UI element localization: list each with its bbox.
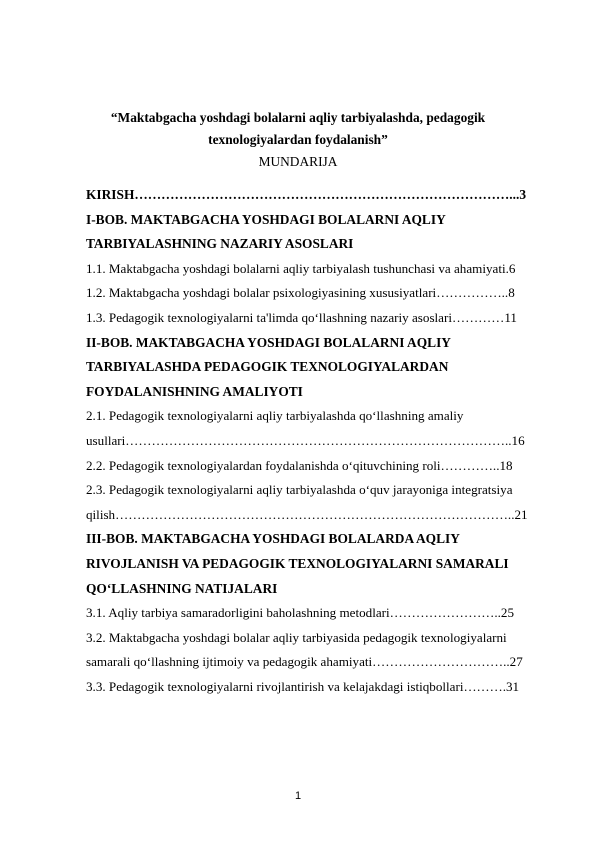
toc-chapter-1-heading-cont: TARBIYALASHNING NAZARIY ASOSLARI — [86, 236, 354, 252]
toc-entry-1-2: 1.2. Maktabgacha yoshdagi bolalar psixologiyasining xususiyatlari……………..8 — [86, 285, 515, 301]
toc-chapter-3-heading-cont: RIVOJLANISH VA PEDAGOGIK TEXNOLOGIYALARNI SAMARALI — [86, 555, 509, 571]
toc-chapter-2-heading-cont-2: FOYDALANISHNING AMALIYOTI — [86, 383, 303, 399]
toc-entry-3-2: 3.2. Maktabgacha yoshdagi bolalar aqliy tarbiyasida pedagogik texnologiyalarni — [86, 629, 507, 645]
toc-chapter-1-heading: I-BOB. MAKTABGACHA YOSHDAGI BOLALARNI AQLIY — [86, 211, 446, 227]
page-number: 1 — [294, 790, 302, 802]
table-of-contents — [86, 183, 546, 699]
toc-entry-2-3: 2.3. Pedagogik texnologiyalarni aqliy tarbiyalashda o‘quv jarayoniga integratsiya — [86, 482, 513, 498]
toc-entry-1-1: 1.1. Maktabgacha yoshdagi bolalarni aqliy tarbiyalash tushunchasi va ahamiyati.6 — [86, 260, 516, 276]
toc-entry-2-1-cont: usullari……………………………………………………………………………..16 — [86, 432, 525, 448]
toc-entry-2-2: 2.2. Pedagogik texnologiyalardan foydalanishda o‘qituvchining roli…………..18 — [86, 457, 513, 473]
toc-entry-2-3-cont: qilish………………………………………………………………………………..21 — [86, 506, 528, 522]
toc-chapter-3-heading: III-BOB. MAKTABGACHA YOSHDAGI BOLALARDA AQLIY — [86, 531, 460, 547]
document-title-line-1: “Maktabgacha yoshdagi bolalarni aqliy tarbiyalashda, pedagogik — [110, 110, 486, 125]
toc-entry-1-3: 1.3. Pedagogik texnologiyalarni ta'limda qo‘llashning nazariy asoslari…………11 — [86, 309, 517, 325]
toc-chapter-3-heading-cont-2: QO‘LLASHNING NATIJALARI — [86, 580, 278, 596]
toc-entry-intro: KIRISH…………………………………………………………………………...3 — [86, 187, 527, 202]
toc-entry-3-3: 3.3. Pedagogik texnologiyalarni rivojlantirish va kelajakdagi istiqbollari……….31 — [86, 678, 520, 694]
document-title-line-2: texnologiyalardan foydalanish” — [208, 132, 388, 147]
toc-chapter-2-heading-cont: TARBIYALASHDA PEDAGOGIK TEXNOLOGIYALARDAN — [86, 359, 449, 375]
toc-entry-2-1: 2.1. Pedagogik texnologiyalarni aqliy tarbiyalashda qo‘llashning amaliy — [86, 408, 464, 424]
toc-entry-3-2-cont: samarali qo‘llashning ijtimoiy va pedagogik ahamiyati…………………………..27 — [86, 654, 523, 670]
toc-entry-3-1: 3.1. Aqliy tarbiya samaradorligini baholashning metodlari……………………..25 — [86, 605, 515, 621]
toc-chapter-2-heading: II-BOB. MAKTABGACHA YOSHDAGI BOLALARNI AQLIY — [86, 334, 451, 350]
contents-heading: MUNDARIJA — [258, 154, 338, 169]
